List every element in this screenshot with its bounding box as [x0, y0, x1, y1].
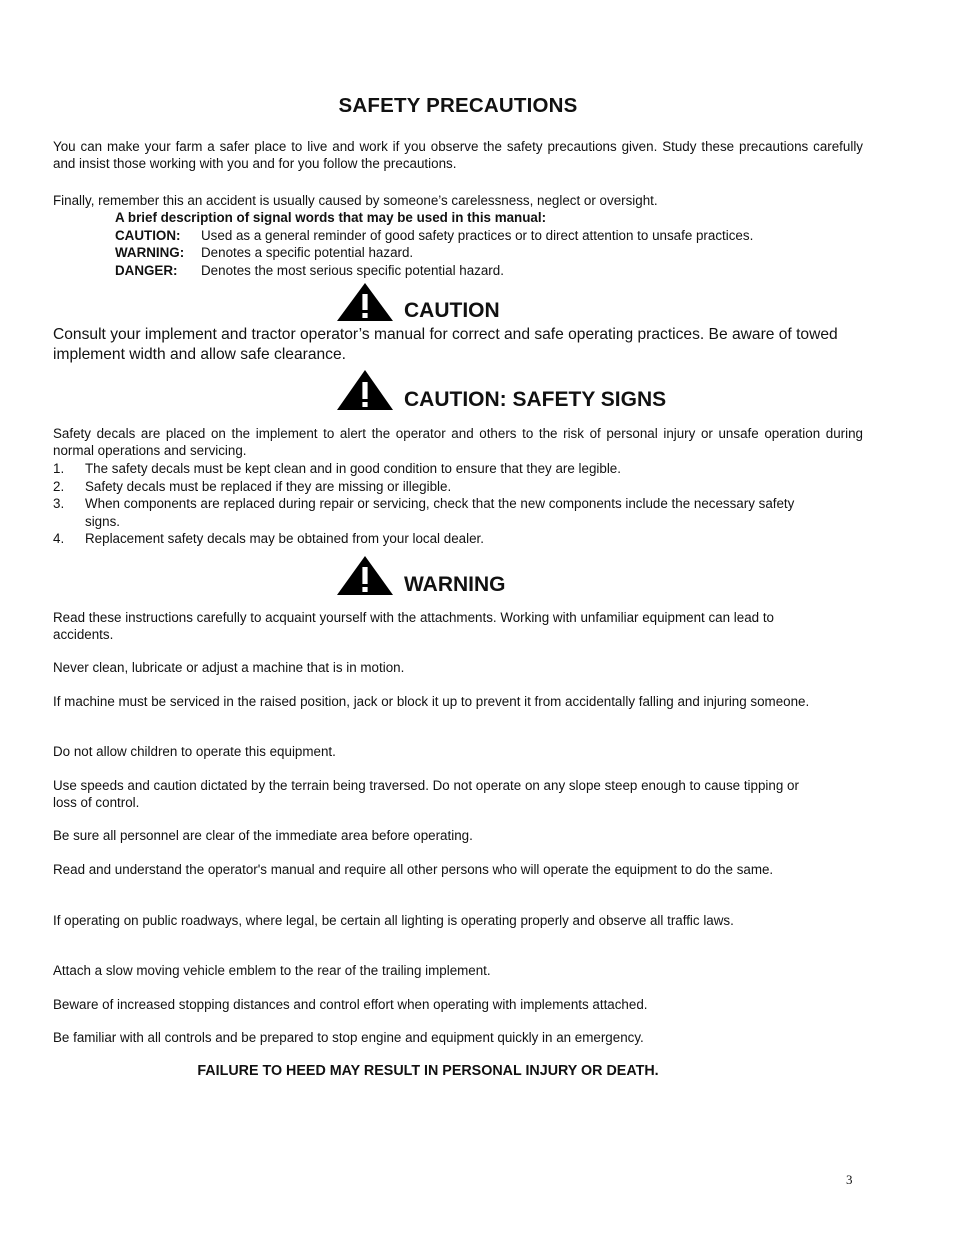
list-number: 1.	[53, 461, 65, 476]
list-text: The safety decals must be kept clean and in good condition to ensure that they are legible.	[85, 461, 621, 476]
list-item	[53, 478, 813, 496]
signal-word-row	[115, 227, 875, 245]
safety-signs-heading-block	[336, 369, 666, 411]
warning-paragraph: If operating on public roadways, where legal, be certain all lighting is operating properly and observe all traffic laws.	[53, 913, 734, 928]
warning-paragraph: Attach a slow moving vehicle emblem to the rear of the trailing implement.	[53, 963, 491, 978]
caution-text: Consult your implement and tractor operator’s manual for correct and safe operating practices. Be aware of towed implement width and allow safe clearance.	[53, 326, 838, 363]
signal-word-desc: Denotes the most serious specific potential hazard.	[201, 262, 504, 278]
warning-paragraph: Never clean, lubricate or adjust a machine that is in motion.	[53, 660, 405, 675]
warning-triangle-icon	[336, 369, 394, 411]
page-title: SAFETY PRECAUTIONS	[338, 94, 578, 117]
warning-paragraph: Beware of increased stopping distances and control effort when operating with implements attached.	[53, 997, 648, 1012]
signal-word-term: WARNING:	[115, 245, 185, 260]
caution-heading: CAUTION	[404, 299, 500, 322]
signal-word-term: CAUTION:	[115, 227, 181, 243]
warning-paragraph: If machine must be serviced in the raised position, jack or block it up to prevent it from accidentally falling and injuring someone.	[53, 694, 810, 709]
failure-notice: FAILURE TO HEED MAY RESULT IN PERSONAL INJURY OR DEATH.	[197, 1063, 659, 1079]
signal-word-desc: Used as a general reminder of good safety practices or to direct attention to unsafe practices.	[201, 227, 754, 243]
warning-paragraph: Use speeds and caution dictated by the terrain being traversed. Do not operate on any slope steep enough to cause tipping or loss of control.	[53, 778, 799, 810]
signal-word-row	[115, 244, 875, 262]
warning-heading: WARNING	[404, 573, 506, 596]
list-item	[53, 495, 813, 530]
warning-heading-block	[336, 555, 506, 596]
warning-paragraph: Read these instructions carefully to acquaint yourself with the attachments. Working with unfamiliar equipment can lead to accidents.	[53, 610, 774, 642]
safety-signs-heading: CAUTION: SAFETY SIGNS	[404, 388, 667, 411]
signal-word-term: DANGER:	[115, 262, 178, 278]
caution-heading-block	[336, 282, 500, 322]
signal-word-desc: Denotes a specific potential hazard.	[201, 245, 414, 260]
warning-paragraph: Read and understand the operator's manual and require all other persons who will operate the equipment to do the same.	[53, 862, 774, 877]
list-item	[53, 530, 813, 548]
warning-triangle-icon	[336, 282, 394, 322]
safety-signs-list	[53, 460, 813, 548]
page-number: 3	[846, 1172, 853, 1187]
signal-words-block	[115, 209, 875, 279]
signal-word-row	[115, 262, 875, 280]
list-text: Safety decals must be replaced if they are missing or illegible.	[85, 478, 452, 494]
signal-words-heading: A brief description of signal words that may be used in this manual:	[115, 210, 547, 225]
list-text: When components are replaced during repair or servicing, check that the new components include the necessary safety signs.	[85, 496, 795, 529]
warning-triangle-icon	[336, 555, 394, 596]
warning-paragraph: Do not allow children to operate this equipment.	[53, 744, 336, 759]
intro-paragraph: Finally, remember this an accident is usually caused by someone’s carelessness, neglect or oversight.	[53, 193, 658, 208]
list-number: 3.	[53, 496, 65, 511]
intro-paragraph: You can make your farm a safer place to live and work if you observe the safety precautions given. Study these precautions carefully and insist those working with you and for you follow the precautions.	[53, 139, 863, 171]
list-text: Replacement safety decals may be obtained from your local dealer.	[85, 531, 484, 546]
list-number: 4.	[53, 531, 65, 546]
warning-paragraph: Be familiar with all controls and be prepared to stop engine and equipment quickly in an emergency.	[53, 1030, 644, 1045]
safety-signs-intro: Safety decals are placed on the implement to alert the operator and others to the risk of personal injury or unsafe operation during normal operations and servicing.	[53, 426, 863, 458]
list-number: 2.	[53, 478, 65, 494]
list-item	[53, 460, 813, 478]
warning-paragraph: Be sure all personnel are clear of the immediate area before operating.	[53, 828, 473, 843]
